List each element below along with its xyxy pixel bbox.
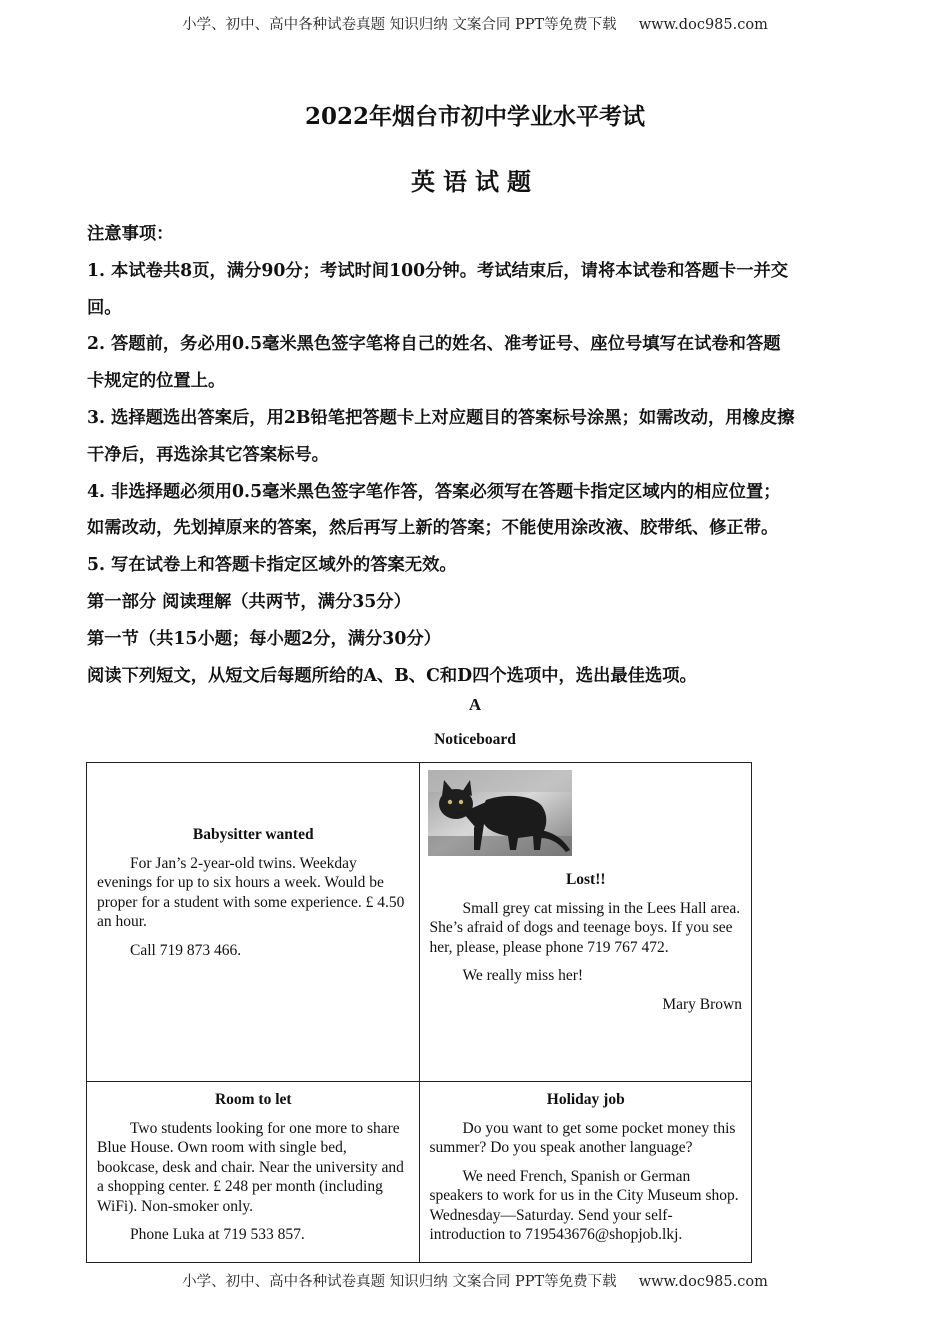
- ad-babysitter-body: For Jan’s 2-year-old twins. Weekday evenings for up to six hours a week. Would be proper for a student with some experience. £ 4.50 an hour.: [97, 854, 405, 930]
- note-line: 卡规定的位置上。: [87, 371, 226, 392]
- note-line: 如需改动，先划掉原来的答案，然后再写上新的答案；不能使用涂改液、胶带纸、修正带。: [87, 518, 779, 539]
- subsection-heading: 第一节（共15小题；每小题2分，满分30分）: [87, 628, 441, 649]
- ad-holiday-body: We need French, Spanish or German speakers to work for us in the City Museum shop. Wednesday—Saturday. Send your self-introduction to 719543676@shopjob.lkj.: [429, 1167, 739, 1243]
- ad-lost-body: Small grey cat missing in the Lees Hall area. She’s afraid of dogs and teenage boys. If you see her, please, please phone 719 767 472.: [429, 899, 741, 956]
- passage-label: A: [468, 695, 482, 714]
- section-heading: 第一部分 阅读理解（共两节，满分35分）: [87, 591, 411, 612]
- ad-babysitter: [87, 763, 420, 1082]
- ad-room-title: Room to let: [214, 1091, 292, 1108]
- ad-room: [87, 1082, 420, 1263]
- reading-instruction: 阅读下列短文，从短文后每题所给的A、B、C和D四个选项中，选出最佳选项。: [87, 665, 697, 686]
- ad-room-contact: Phone Luka at 719 533 857.: [130, 1226, 305, 1243]
- notes-heading: 注意事项：: [87, 224, 174, 244]
- ad-babysitter-contact: Call 719 873 466.: [130, 941, 242, 959]
- footer-site-link[interactable]: www.doc985.com: [638, 1274, 768, 1290]
- exam-subtitle: 英语试题: [411, 167, 539, 196]
- ad-lost-signature: Mary Brown: [662, 995, 742, 1013]
- ad-lost-note: We really miss her!: [462, 967, 584, 984]
- note-line: 3. 选择题选出答案后，用2B铅笔把答题卡上对应题目的答案标号涂黑；如需改动，用橡皮擦: [87, 407, 795, 428]
- page-header: [0, 13, 950, 34]
- note-line: 4. 非选择题必须用0.5毫米黑色签字笔作答，答案必须写在答题卡指定区域内的相应位置；: [87, 481, 781, 502]
- ad-lost: [419, 763, 752, 1082]
- header-site-link[interactable]: www.doc985.com: [638, 17, 768, 33]
- ad-babysitter-title: Babysitter wanted: [192, 826, 314, 843]
- noticeboard-heading: Noticeboard: [434, 731, 516, 748]
- exam-notes: [87, 216, 877, 694]
- ad-holiday-title: Holiday job: [546, 1091, 625, 1108]
- exam-title: 2022年烟台市初中学业水平考试: [304, 103, 645, 130]
- note-line: 回。: [87, 297, 122, 318]
- note-line: 干净后，再选涂其它答案标号。: [87, 444, 329, 465]
- footer-links-text: 小学、初中、高中各种试卷真题 知识归纳 文案合同 PPT等免费下载: [182, 1274, 617, 1290]
- ad-lost-title: Lost!!: [565, 871, 606, 888]
- note-line: 1. 本试卷共8页，满分90分；考试时间100分钟。考试结束后，请将本试卷和答题卡一并交: [87, 260, 789, 281]
- ad-holiday-body: Do you want to get some pocket money this summer? Do you speak another language?: [429, 1119, 736, 1156]
- noticeboard-table: [86, 762, 752, 1263]
- note-line: 2. 答题前，务必用0.5毫米黑色签字笔将自己的姓名、准考证号、座位号填写在试卷和答题: [87, 334, 781, 355]
- cat-photo: [428, 770, 572, 856]
- header-links-text: 小学、初中、高中各种试卷真题 知识归纳 文案合同 PPT等免费下载: [182, 17, 617, 33]
- note-line: 5. 写在试卷上和答题卡指定区域外的答案无效。: [87, 555, 457, 576]
- ad-room-body: Two students looking for one more to share Blue House. Own room with single bed, bookcase, desk and chair. Near the university and a shopping center. £ 248 per month (including WiFi). Non-smoker only.: [97, 1119, 404, 1215]
- page-footer: [0, 1270, 950, 1291]
- ad-holiday: [419, 1082, 752, 1263]
